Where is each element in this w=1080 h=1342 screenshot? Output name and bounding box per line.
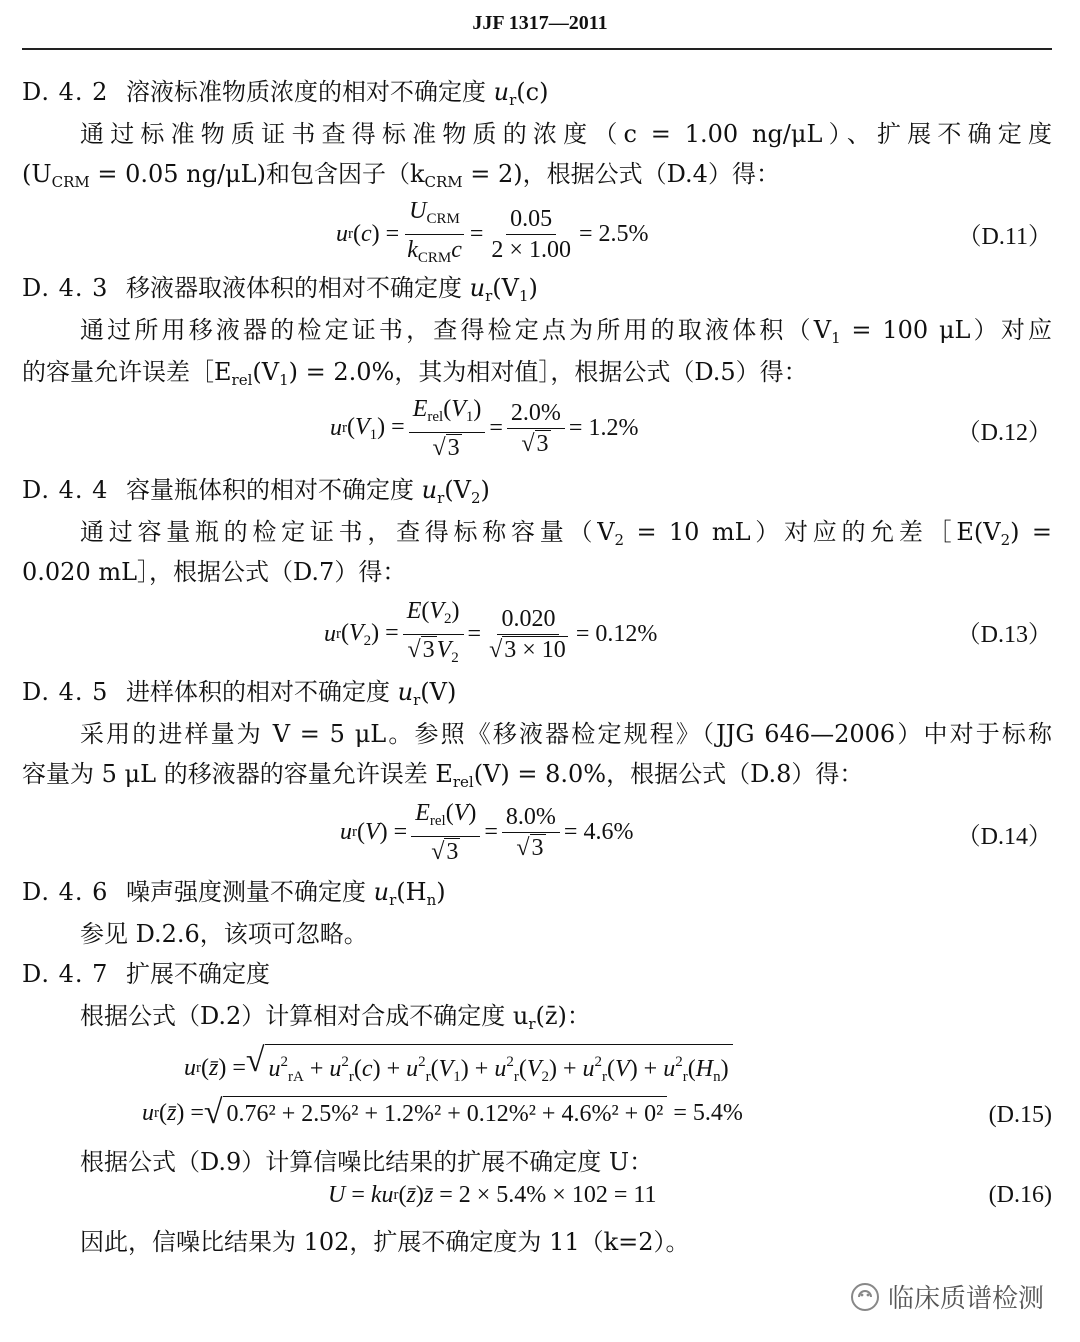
- subscript: 1: [279, 371, 289, 389]
- section-title: 溶液标准物质浓度的相对不确定度: [126, 78, 494, 106]
- equation-number: （D.14）: [956, 824, 1052, 850]
- fraction-denominator: 2 × 1.00: [491, 237, 571, 263]
- section-number: D. 4. 2: [22, 78, 109, 106]
- section-heading: [22, 474, 490, 514]
- paragraph-line: 根据公式（D.9）计算信噪比结果的扩展不确定度 U：: [80, 1148, 654, 1176]
- fraction-numerator: 8.0%: [502, 804, 560, 833]
- section-title: 容量瓶体积的相对不确定度: [126, 476, 422, 504]
- text-run: = 2)，根据公式（D.4）得：: [462, 160, 780, 188]
- subscript: 2: [614, 531, 625, 549]
- section-title: 移液器取液体积的相对不确定度: [126, 274, 470, 302]
- formula-result: = 5.4%: [673, 1099, 743, 1126]
- formula-d13: u r $(V_2)$ = $\frac{E(V_2)}{√3V_2}$ = $\frac{0.020}{√3 \times 10}$ = 0.12%: [324, 598, 658, 666]
- formula-d14: u r (V) = $\frac{E_{rel}(V)}{√3}$ = $\frac{8.0\%}{√3}$ = 4.6%: [340, 800, 634, 865]
- symbol-arg: ): [436, 878, 446, 906]
- symbol: u: [373, 878, 390, 906]
- text-run: ) = 2.0%，其为相对值］，根据公式（D.5）得：: [288, 358, 808, 386]
- formula-result: = 4.6%: [563, 819, 634, 845]
- subscript: CRM: [424, 173, 463, 191]
- text-run: 的容量允许误差［E: [22, 358, 232, 386]
- wechat-icon: [850, 1282, 880, 1312]
- section-title: 扩展不确定度: [126, 960, 270, 988]
- equation-number: （D.12）: [956, 420, 1052, 446]
- subscript: r: [389, 891, 397, 909]
- paragraph-line: 采用的进样量为 V = 5 μL。参照《移液器检定规程》（JJG 646—2006）中对于标称: [80, 720, 1052, 748]
- symbol-arg: ): [480, 476, 490, 504]
- paragraph-line: 参见 D.2.6，该项可忽略。: [80, 920, 368, 948]
- text-run: 通过容量瓶的检定证书，查得标称容量（V: [80, 518, 615, 546]
- text-run: = 100 μL）对应: [840, 316, 1052, 344]
- paragraph-line: 0.020 mL］，根据公式（D.7）得：: [22, 558, 407, 586]
- symbol: u: [493, 78, 510, 106]
- section-number: D. 4. 4: [22, 476, 109, 504]
- text-run: = 0.05 ng/μL)和包含因子（k: [89, 160, 425, 188]
- formula-d16: U = k u r ( z̄ ) z̄ = 2 × 5.4% × 102 = 11: [328, 1182, 657, 1208]
- radicand: 0.76² + 2.5%² + 1.2%² + 0.12%² + 4.6%² + 0²: [223, 1096, 668, 1130]
- text-run: 根据公式（D.2）计算相对合成不确定度 u: [80, 1002, 529, 1030]
- paragraph-line: [80, 314, 1052, 354]
- section-heading: [22, 676, 456, 716]
- symbol: u: [397, 678, 414, 706]
- text-run: (V) = 8.0%，根据公式（D.8）得：: [473, 760, 864, 788]
- subscript: 2: [470, 489, 481, 507]
- formula-d12: u r $(V_1)$ = $\frac{E_{rel}(V_1)}{√3}$ = $\frac{2.0\%}{√3}$ = 1.2%: [330, 396, 639, 461]
- section-heading: [22, 76, 548, 116]
- subscript: rel: [452, 773, 474, 791]
- subscript: r: [437, 489, 445, 507]
- symbol: u: [421, 476, 438, 504]
- subscript: r: [485, 287, 493, 305]
- section-number: D. 4. 6: [22, 878, 109, 906]
- text-run: ) =: [1010, 518, 1052, 546]
- fraction-denominator: 3 × 10: [504, 637, 566, 663]
- equation-number: (D.16): [988, 1182, 1052, 1208]
- formula-expression: = 2 × 5.4% × 102 = 11: [439, 1182, 657, 1208]
- text-run: = 10 mL）对应的允差［E(V: [624, 518, 1001, 546]
- section-number: D. 4. 3: [22, 274, 109, 302]
- symbol-arg: (c): [516, 78, 549, 106]
- subscript: CRM: [51, 173, 90, 191]
- symbol: u: [469, 274, 486, 302]
- subscript: r: [509, 91, 517, 109]
- equation-number: (D.15): [988, 1102, 1052, 1128]
- equation-number: （D.13）: [956, 622, 1052, 648]
- paragraph-line: 通过标准物质证书查得标准物质的浓度（c = 1.00 ng/μL）、扩展不确定度: [80, 120, 1052, 148]
- formula-result: = 1.2%: [568, 415, 639, 441]
- subscript: r: [413, 691, 421, 709]
- formula-combined-symbolic: u r (z̄) = √ $u^2_{rA} + u^2_r(c) + u^2_r(V_1) + u^2_r(V_2) + u^2_r(V) + u^2_r(H_n)$: [184, 1044, 733, 1092]
- section-heading: [22, 876, 446, 916]
- formula-result: = 0.12%: [575, 621, 658, 647]
- subscript: 1: [518, 287, 529, 305]
- subscript: 1: [831, 329, 841, 347]
- subscript: rel: [231, 371, 253, 389]
- section-title: 进样体积的相对不确定度: [126, 678, 398, 706]
- watermark-text: 临床质谱检测: [887, 1284, 1044, 1314]
- symbol-arg: ): [528, 274, 538, 302]
- text-run: (U: [22, 160, 52, 188]
- formula-d15: u r (z̄) = √ 0.76² + 2.5%² + 1.2%² + 0.12%² + 4.6%² + 0² = 5.4%: [142, 1094, 743, 1131]
- symbol-arg: (V: [492, 274, 519, 302]
- paragraph-line: [80, 516, 1052, 556]
- paragraph-line: 因此，信噪比结果为 102，扩展不确定度为 11（k=2）。: [80, 1228, 690, 1256]
- symbol-arg: (V): [420, 678, 457, 706]
- formula-result: = 2.5%: [578, 221, 649, 247]
- section-number: D. 4. 5: [22, 678, 109, 706]
- subscript: 2: [1000, 531, 1011, 549]
- symbol-arg: (V: [444, 476, 471, 504]
- header-rule: [22, 48, 1052, 50]
- section-title: 噪声强度测量不确定度: [126, 878, 374, 906]
- text-run: 容量为 5 μL 的移液器的容量允许误差 E: [22, 760, 453, 788]
- paragraph-line: [80, 1000, 591, 1040]
- watermark: [850, 1278, 1044, 1315]
- section-heading: [22, 958, 270, 990]
- symbol-arg: (H: [396, 878, 427, 906]
- paragraph-line: [22, 356, 808, 396]
- equation-number: （D.11）: [957, 224, 1052, 250]
- subscript: n: [426, 891, 437, 909]
- subscript: r: [528, 1015, 536, 1033]
- paragraph-line: [22, 758, 863, 798]
- paragraph-line: [22, 158, 780, 198]
- fraction-numerator: 0.020: [497, 606, 559, 635]
- formula-d11: u r (c) = $\frac{U_{CRM}}{k_{CRM}c}$ = $\frac{0.05}{2 \times 1.00}$ = 2.5%: [336, 198, 649, 266]
- fraction-numerator: 2.0%: [507, 400, 565, 429]
- fraction-denominator: 3: [536, 431, 549, 457]
- fraction-denominator: 3: [531, 835, 544, 861]
- text-run: (V: [252, 358, 280, 386]
- fraction-numerator: 0.05: [506, 206, 556, 235]
- page-header: JJF 1317—2011: [472, 12, 608, 34]
- section-number: D. 4. 7: [22, 960, 109, 988]
- text-run: 通过所用移液器的检定证书，查得检定点为所用的取液体积（V: [80, 316, 832, 344]
- text-run: (z̄)：: [535, 1002, 591, 1030]
- section-heading: [22, 272, 538, 312]
